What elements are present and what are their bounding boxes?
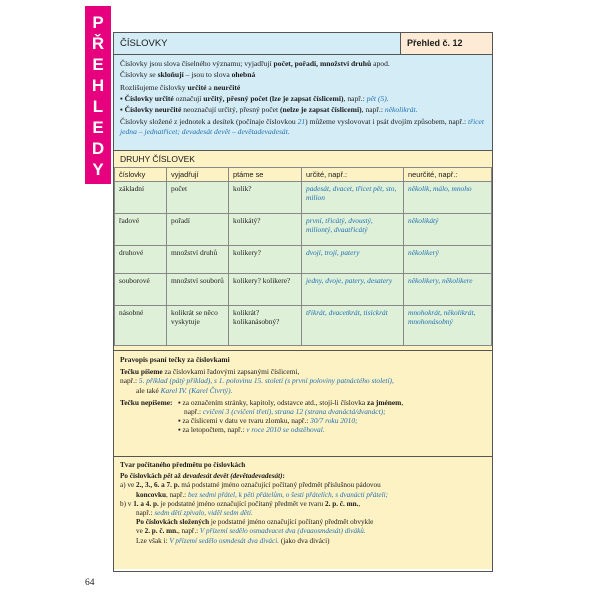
list-item: ▪ za letopočtem, např.: v roce 2010 se odstěhoval. [178, 425, 325, 435]
text-line: ale také Karel IV. (Karel Čtvrtý). [136, 385, 233, 395]
side-tab-letter: E [92, 118, 104, 137]
side-tab-letter: H [91, 76, 105, 95]
text-line: Lze však i: V přízemí sedělo osmdesát dva diváci. (jako dva diváci) [136, 536, 330, 545]
table-cell: násobné [115, 306, 167, 346]
text-line: ve 2. p. č. mn., např.: V přízemí sedělo osmadvacet dva (dvaaosmdesát) diváků. [136, 527, 366, 536]
table-cell: třikrát, dvacetkrát, tisíckrát [302, 306, 404, 346]
negative-rules [120, 398, 486, 435]
column-header: vyjadřují [167, 168, 229, 182]
intro-section [114, 55, 492, 151]
list-item: např.: cvičení 3 (cvičení třetí), strana 12 (strana dvanáctá/dvanáct); [184, 407, 386, 417]
side-tab-letter: D [91, 139, 105, 158]
text-line: Po číslovkách pět až devadesát devět (devětadevadesát): [120, 472, 285, 481]
page-title: ČÍSLOVKY [114, 33, 400, 54]
text-line: např.: sedm dětí zpívalo, viděl sedm dětí. [136, 509, 253, 518]
table-row [115, 274, 492, 306]
column-header: určité, např.: [302, 168, 404, 182]
text-line: např.: 5. příklad (pátý příklad), s 1. polovinu 15. století (s první poloviny patnáctého století), [120, 376, 394, 386]
table-cell: kolikery? kolikere? [229, 274, 302, 306]
text-line: koncovku, např.: bez sedmi přátel, k pěti přátelům, o šesti přátelích, s dvanácti přáteli; [136, 490, 388, 499]
table-cell: souborové [115, 274, 167, 306]
table-cell: druhové [115, 246, 167, 274]
section-title: DRUHY ČÍSLOVEK [120, 154, 195, 164]
table-row [115, 214, 492, 246]
section-title: Tvar počítaného předmětu po číslovkách [120, 461, 246, 469]
table-cell: mnohokrát, několikrát, mnohonásobný [404, 306, 492, 346]
text-line: Po číslovkách složených je podstatné jméno označující počítaný předmět obvykle [136, 518, 374, 527]
tvar-section [114, 457, 492, 569]
table-cell: padesát, dvacet, třicet pět, sto, milion [302, 182, 404, 214]
side-tab-letter: Y [92, 160, 104, 179]
side-tab-letter: L [92, 97, 104, 116]
overview-number: Přehled č. 12 [400, 33, 492, 54]
overview-frame [113, 32, 493, 572]
intro-paragraph: Číslovky složené z jednotek a desítek (počínaje číslovkou 21) můžeme vyslovovat i psát dvojím způsobem, např.: třicet jedna – jednatřicet; devadesát devět – devětadevadesát. [120, 117, 485, 137]
column-header: číslovky [115, 168, 167, 182]
table-cell: kolikrát se něco vyskytuje [167, 306, 229, 346]
table-cell: několikátý [404, 214, 492, 246]
table-cell: množství souborů [167, 274, 229, 306]
table-cell: množství druhů [167, 246, 229, 274]
table-cell: několik, málo, mnoho [404, 182, 492, 214]
intro-bullet: ▪ Číslovky neurčité neoznačují určitý, přesný počet (nelze je zapsat číslicemi), např.: několikrát. [120, 104, 418, 114]
header-bar [114, 33, 492, 55]
negative-label: Tečku nepíšeme: [120, 397, 173, 407]
table-header-row [115, 168, 492, 182]
side-tab-prehledy [85, 6, 111, 184]
table-row [115, 246, 492, 274]
table-cell: řadové [115, 214, 167, 246]
table-cell: pořadí [167, 214, 229, 246]
table-cell: kolikery? [229, 246, 302, 274]
section-title: Pravopis psaní tečky za číslovkami [120, 355, 230, 364]
negative-list [178, 398, 403, 435]
table-cell: kolik? [229, 182, 302, 214]
list-item: ▪ za označením stránky, kapitoly, odstavce atd., stojí-li číslovka za jménem, [178, 397, 404, 407]
pravopis-section [114, 351, 492, 457]
druhy-section [114, 151, 492, 351]
text-line: a) ve 2., 3., 6. a 7. p. má podstatné jméno označující počítaný předmět příslušnou pádovou [120, 481, 381, 490]
text-line: Tečku píšeme za číslovkami řadovými zapsanými číslicemi, [120, 367, 300, 377]
table-row [115, 306, 492, 346]
table-cell: jedny, dvoje, patery, desatery [302, 274, 404, 306]
table-cell: počet [167, 182, 229, 214]
table-cell: několikery, několikere [404, 274, 492, 306]
table-cell: základní [115, 182, 167, 214]
intro-paragraph: Číslovky se skloňují – jsou to slova ohebná [120, 70, 256, 80]
table-cell: kolikrát? kolikanásobný? [229, 306, 302, 346]
druhy-table [114, 167, 492, 346]
column-header: ptáme se [229, 168, 302, 182]
side-tab-letter: Ř [91, 34, 105, 53]
table-row [115, 182, 492, 214]
column-header: neurčité, např.: [404, 168, 492, 182]
intro-paragraph: Číslovky jsou slova číselného významu; vyjadřují počet, pořadí, množství druhů apod. [120, 59, 390, 68]
text-line: b) v 1. a 4. p. je podstatné jméno označující počítaný předmět ve tvaru 2. p. č. mn., [120, 499, 361, 508]
table-cell: několikerý [404, 246, 492, 274]
intro-bullet: ▪ Číslovky určité označují určitý, přesný počet (lze je zapsat číslicemi), např.: pět (5). [120, 93, 389, 103]
side-tab-letter: P [92, 13, 104, 32]
table-cell: první, třicátý, dvoustý, miliontý, dvaatřicátý [302, 214, 404, 246]
side-tab-letter: E [92, 55, 104, 74]
table-cell: kolikátý? [229, 214, 302, 246]
table-cell: dvojí, trojí, patery [302, 246, 404, 274]
list-item: ▪ za číslicemi v datu ve tvaru zlomku, např.: 30/7 roku 2010; [178, 416, 358, 426]
page-number: 64 [85, 578, 95, 588]
intro-paragraph: Rozlišujeme číslovky určité a neurčité [120, 82, 241, 92]
